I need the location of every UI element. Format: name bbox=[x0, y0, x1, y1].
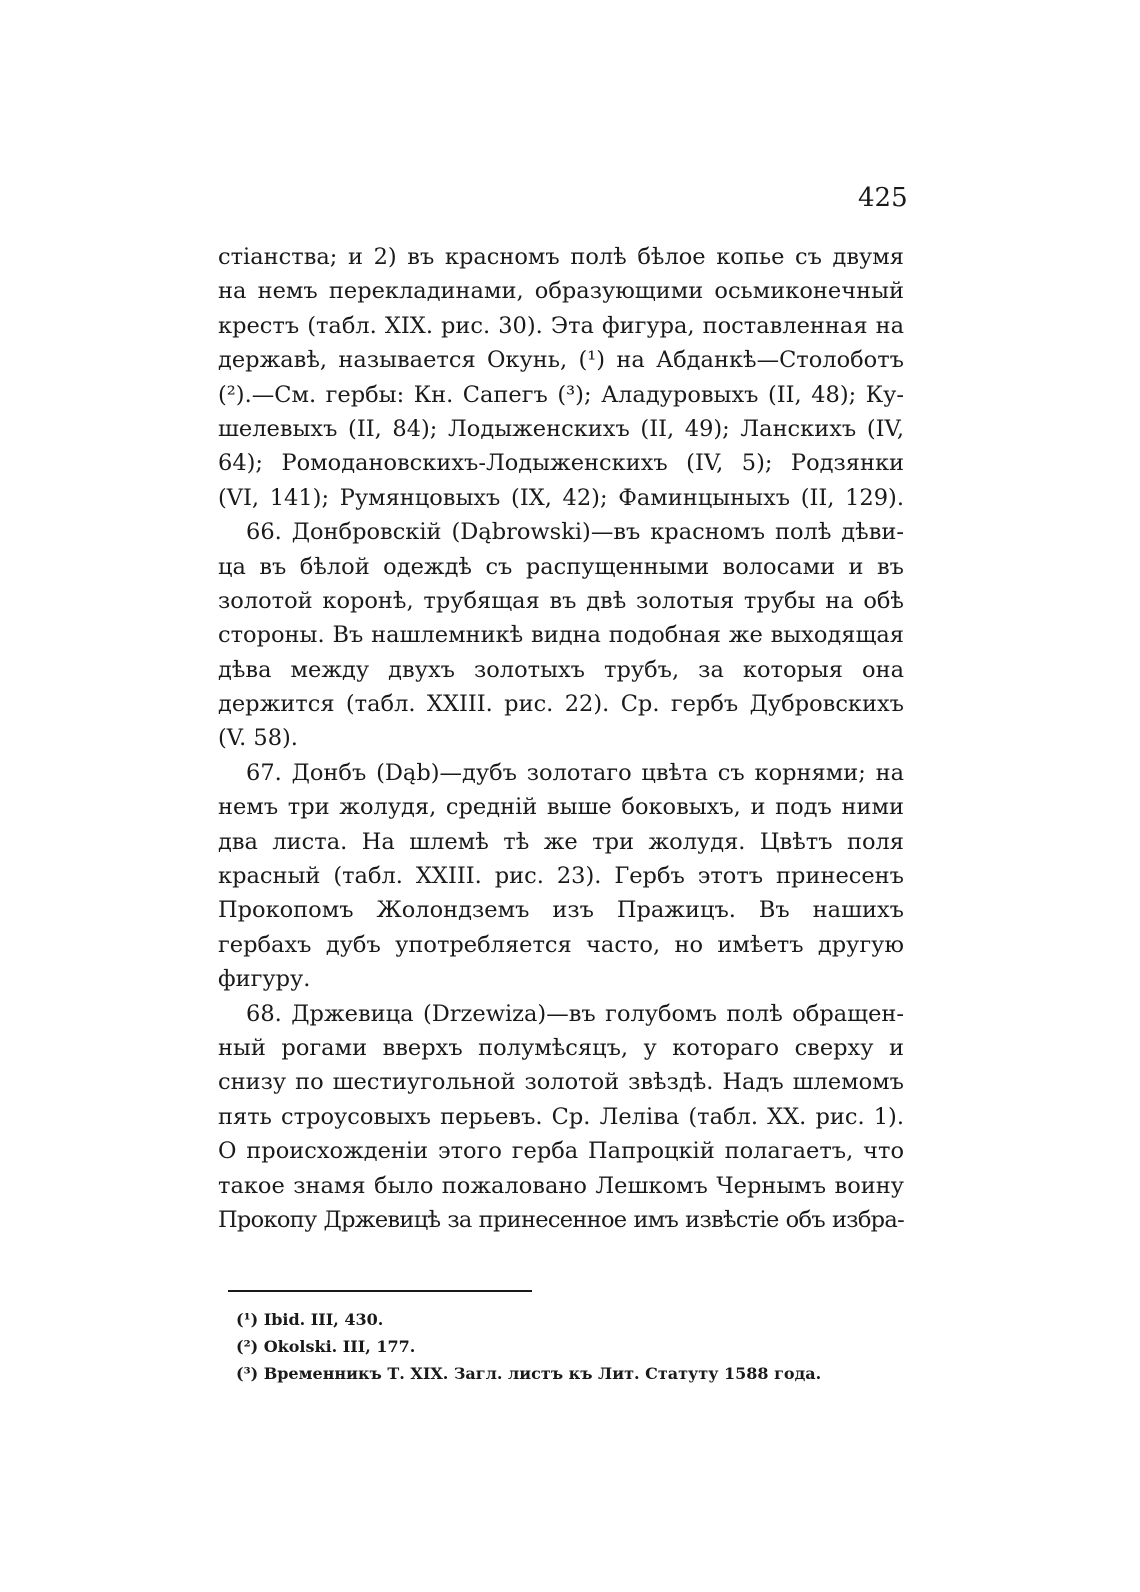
main-text bbox=[218, 240, 904, 1237]
text-line: державѣ, называется Окунь, (¹) на Абданкѣ—Столоботъ bbox=[218, 347, 904, 374]
text-line: 66. Донбровскій (Dąbrowski)—въ красномъ полѣ дѣви- bbox=[246, 519, 904, 546]
text-line: (²).—См. гербы: Кн. Сапегъ (³); Аладуровыхъ (II, 48); Ку- bbox=[218, 381, 904, 408]
text-line: гербахъ дубъ употребляется часто, но имѣетъ другую bbox=[218, 931, 904, 958]
text-line: на немъ перекладинами, образующими осьмиконечный bbox=[218, 278, 904, 305]
text-line: красный (табл. XXIII. рис. 23). Гербъ этотъ принесенъ bbox=[218, 863, 904, 890]
text-line: (VI, 141); Румянцовыхъ (IX, 42); Фаминцыныхъ (II, 129). bbox=[218, 484, 904, 511]
text-line: золотой коронѣ, трубящая въ двѣ золотыя трубы на обѣ bbox=[218, 587, 904, 614]
text-line: дѣва между двухъ золотыхъ трубъ, за которыя она bbox=[218, 656, 904, 683]
text-line: такое знамя было пожаловано Лешкомъ Чернымъ воину bbox=[218, 1172, 904, 1199]
page-number: 425 bbox=[858, 183, 908, 213]
text-line: О происхожденіи этого герба Папроцкій полагаетъ, что bbox=[218, 1138, 904, 1165]
text-line: два листа. На шлемѣ тѣ же три жолудя. Цвѣтъ поля bbox=[218, 828, 904, 855]
text-line: крестъ (табл. XIX. рис. 30). Эта фигура, поставленная на bbox=[218, 312, 904, 339]
text-line: стіанства; и 2) въ красномъ полѣ бѣлое копье съ двумя bbox=[218, 244, 904, 270]
text-line: немъ три жолудя, средній выше боковыхъ, и подъ ними bbox=[218, 794, 904, 821]
text-line: 64); Ромодановскихъ-Лодыженскихъ (IV, 5); Родзянки bbox=[218, 450, 904, 477]
text-line: ца въ бѣлой одеждѣ съ распущенными волосами и въ bbox=[218, 553, 904, 580]
text-line: фигуру. bbox=[218, 966, 311, 993]
text-line: 68. Држевица (Drzewiza)—въ голубомъ полѣ обращен- bbox=[246, 1000, 904, 1027]
text-line: ный рогами вверхъ полумѣсяцъ, у котораго сверху и bbox=[218, 1034, 904, 1061]
footnote: (³) Временникъ Т. XIX. Загл. листъ къ Лит. Статуту 1588 года. bbox=[236, 1364, 822, 1383]
text-line: пять строусовыхъ перьевъ. Ср. Леліва (табл. XX. рис. 1). bbox=[218, 1103, 904, 1130]
text-line: шелевыхъ (II, 84); Лодыженскихъ (II, 49); Ланскихъ (IV, bbox=[218, 415, 904, 442]
text-line: Прокопу Држевицѣ за принесенное имъ извѣстіе объ избра- bbox=[218, 1206, 904, 1233]
footnote-divider bbox=[228, 1290, 532, 1292]
text-line: держится (табл. XXIII. рис. 22). Ср. гербъ Дубровскихъ bbox=[218, 691, 904, 718]
footnote: (¹) Ibid. III, 430. bbox=[236, 1310, 384, 1329]
text-line: 67. Донбъ (Dąb)—дубъ золотаго цвѣта съ корнями; на bbox=[246, 759, 904, 786]
text-line: Прокопомъ Жолондземъ изъ Пражицъ. Въ нашихъ bbox=[218, 897, 904, 924]
text-line: снизу по шестиугольной золотой звѣздѣ. Надъ шлемомъ bbox=[218, 1069, 904, 1096]
text-line: стороны. Въ нашлемникѣ видна подобная же выходящая bbox=[218, 622, 904, 649]
footnote: (²) Okolski. III, 177. bbox=[236, 1337, 416, 1356]
footnotes bbox=[236, 1306, 821, 1387]
text-line: (V. 58). bbox=[218, 725, 298, 752]
